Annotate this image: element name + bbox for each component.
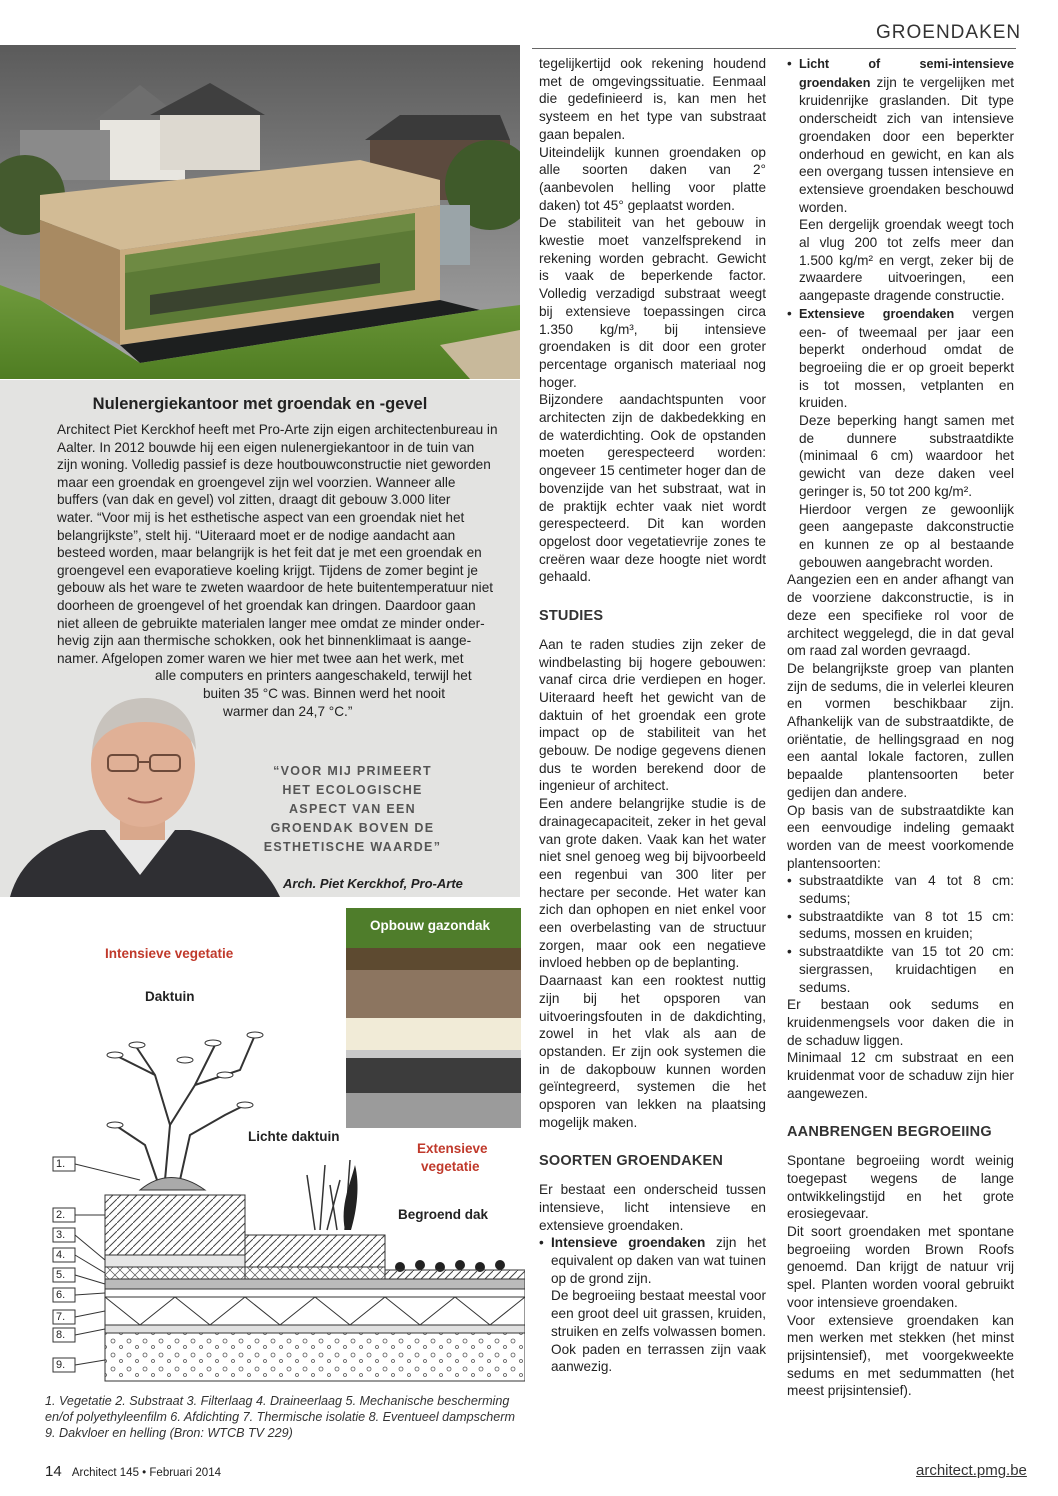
gazondak-title: Opbouw gazondak [370, 918, 490, 933]
label-daktuin: Daktuin [145, 989, 195, 1004]
paragraph: Aan te raden studies zijn zeker de windbelasting bij hogere gebouwen: vanaf circa drie verdiepen en hoger. Uiteraard heeft het gewicht van de daktuin of het groendak een grote impact op de stabiliteit van het gebouw. De nodige gegevens dienen dus te worden berekend door de ingenieur of architect. [539, 636, 766, 794]
layer-number: 4. [56, 1249, 66, 1261]
paragraph: Bijzondere aandachtspunten voor architecten zijn de dakbedekking en de waterdichting. Ook de opstanden moeten gerespecteerd worden: ongeveer 15 centimeter hoger dan de bovenzijde van het substraat, wat in de praktijk echter vaak niet wordt gerespecteerd. Dit kan worden opgelost door vegetatievrije zones te creëren waar deze hoogte niet wordt gehaald. [539, 392, 766, 585]
diagram-caption: 1. Vegetatie 2. Substraat 3. Filterlaag 4. Draineerlaag 5. Mechanische bescherming en/of polyethyleenfilm 6. Afdichting 7. Thermische isolatie 8. Eventueel dampscherm 9. Dakvloer en helling (Bron: WTCB TV 229) [45, 1394, 515, 1441]
paragraph: tegelijkertijd ook rekening houdend met de omgevingssituatie. Eenmaal die gedefinieerd is, kan men het systeem en het type van substraat gaan bepalen. [539, 56, 766, 142]
magazine-issue: Architect 145 • Februari 2014 [71, 1467, 221, 1479]
bullet-text: vergen een- of tweemaal per jaar een beperkt onderhoud omdat de begroeiing die er op groeit beperkt is tot mossen, vetplanten en kruiden. [799, 305, 1014, 411]
pull-quote: “VOOR MIJ PRIMEERT HET ECOLOGISCHE ASPECT VAN EEN GROENDAK BOVEN DE ESTHETISCHE WAARDE” [263, 764, 442, 854]
layer-number: 2. [56, 1209, 66, 1221]
box-line: alle computers en printers aangeschakeld, terwijl het [155, 668, 472, 684]
box-line: Aalter. In 2012 bouwde hij een eigen nulenergiekantoor in de tuin van [57, 439, 475, 455]
box-line: gebouw als het ware te zweten waardoor de hete buitentemperatuur niet [57, 580, 494, 596]
building-photo [0, 45, 520, 379]
label-lichte-daktuin: Lichte daktuin [248, 1129, 340, 1144]
roof-layer-diagram [45, 1015, 525, 1385]
bullet-term: Intensieve groendaken [551, 1235, 706, 1251]
layer-number: 8. [56, 1329, 66, 1341]
label-intensive: Intensieve vegetatie [105, 946, 234, 961]
heading-aanbrengen: AANBRENGEN BEGROEIING [787, 1124, 992, 1141]
portrait-photo [0, 690, 280, 897]
list-item [787, 55, 1014, 216]
paragraph: Aangezien een en ander afhangt van de voorziene dakconstructie, is in deze een specifieke rol voor de architect weggelegd, die in dat geval om raad zal worden gevraagd. [787, 572, 1014, 659]
bullet-term: Extensieve groendaken [799, 306, 955, 321]
box-line: buffers (van dak en gevel) vol zitten, draagt dit gebouw 3.000 liter [57, 492, 451, 508]
layer-number: 1. [56, 1158, 66, 1170]
list-item: • substraatdikte van 4 tot 8 cm: sedums; [787, 872, 1014, 907]
label-extensive-1: Extensieve [417, 1141, 488, 1156]
list-item: • substraatdikte van 15 tot 20 cm: siergrassen, kruidachtigen en sedums. [787, 943, 1014, 996]
box-line: maar een groendak en groengevel zijn wel voorzien. Wanneer alle [57, 474, 456, 490]
list-item [787, 305, 1014, 412]
paragraph: Er bestaat een onderscheid tussen intensieve, licht intensieve en extensieve groendaken. [539, 1182, 766, 1233]
bullet-text: zijn het equivalent op daken van wat tuinen op de grond zijn. [551, 1235, 766, 1286]
bullet-text: zijn te vergelijken met kruidenrijke graslanden. Dit type onderscheidt zich van intensieve groendaken door een beperkter onderhoud en gewicht, en kan als een overgang tussen intensieve en extensieve groendaken beschouwd worden. [799, 74, 1014, 215]
paragraph: Uiteindelijk kunnen groendaken op alle soorten daken van 2° (aanbevolen helling voor platte daken) tot 45° geplaatst worden. [539, 144, 766, 213]
paragraph: Deze beperking hangt samen met de dunnere substraatdikte (minimaal 6 cm) waardoor het gewicht van deze daken veel geringer is, 50 tot 200 kg/m². [799, 413, 1014, 499]
box-line: groengevel een evaporatieve koeling krijgt. Tijdens de zomer begint je [57, 562, 478, 578]
footer-info [45, 1463, 221, 1480]
layer-number: 6. [56, 1289, 66, 1301]
paragraph: Hierdoor vergen ze gewoonlijk geen aangepaste dakconstructie en kunnen ze op al bestaande gebouwen aangebracht worden. [799, 501, 1014, 570]
website-link[interactable]: architect.pmg.be [916, 1462, 1027, 1479]
layer-number: 3. [56, 1229, 66, 1241]
heading-soorten: SOORTEN GROENDAKEN [539, 1153, 724, 1170]
paragraph: Minimaal 12 cm substraat en een kruidenmat voor de schaduw zijn hier aangewezen. [787, 1050, 1014, 1101]
paragraph: Een andere belangrijke studie is de drainagecapaciteit, zeker in het geval van grote daken. Vaak kan het water niet snel genoeg weg bij bijvoorbeeld een regenbui van 300 liter per hectare per seconde. Het water kan zich dan ophopen en niet enkel voor een overbelasting van de structuur zorgen, maar ook een negatieve invloed hebben op de beplanting. [539, 796, 766, 971]
paragraph: Op basis van de substraatdikte kan een eenvoudige indeling gemaakt worden van de meest voorkomende plantensoorten: [787, 802, 1014, 871]
paragraph: Dit soort groendaken met spontane begroeiing worden Brown Roofs genoemd. Dan krijgt de natuur vrij spel. Planten worden vooral gebruikt voor intensieve groendaken. [787, 1224, 1014, 1310]
box-line: zijn woning. Volledig passief is deze houtbouwconstructie niet geworden [57, 457, 491, 473]
paragraph: Er bestaan ook sedums en kruidenmengsels voor daken die in de schaduw liggen. [787, 997, 1014, 1048]
layer-number: 7. [56, 1311, 66, 1323]
box-line: namer. Afgelopen zomer waren we hier met twee aan het werk, met [57, 650, 464, 666]
box-line: Architect Piet Kerckhof heeft met Pro-Arte zijn eigen architectenbureau in [57, 422, 498, 437]
box-line: warmer dan 24,7 °C.” [223, 703, 353, 719]
quote-author: Arch. Piet Kerckhof, Pro-Arte [283, 876, 463, 891]
layer-number: 9. [56, 1359, 66, 1371]
label-begroend-dak: Begroend dak [398, 1207, 489, 1222]
box-line: water. “Voor mij is het esthetische aspect van een groendak niet het [57, 510, 465, 525]
header-rule [532, 48, 1016, 49]
paragraph: Een dergelijk groendak weegt toch al vlug 200 tot zelfs meer dan 1.500 kg/m² en vergt, zeker bij de zwaardere uitvoeringen, een aangepaste dragende constructie. [799, 217, 1014, 304]
heading-studies: STUDIES [539, 608, 604, 625]
list-item [539, 1234, 766, 1287]
box-line: doorheen de groengevel of het groendak kan dringen. Daardoor gaan [57, 598, 476, 613]
paragraph: Spontane begroeiing wordt weinig toegepast wegens de lange ontwikkelingstijd en het grote erosiegevaar. [787, 1153, 1014, 1222]
bullet-term: Licht of semi-intensieve groendaken [799, 57, 1014, 90]
box-line: buiten 35 °C was. Binnen werd het nooit [203, 686, 445, 701]
page-number: 14 [45, 1463, 62, 1480]
label-extensive-2: vegetatie [421, 1159, 480, 1174]
paragraph: De stabiliteit van het gebouw in kwestie moet vanzelfsprekend in rekening worden gebracht. Gewicht is vaak de beperkende factor. Volledig verzadigd substraat weegt bij extensieve toepassingen circa 1.350 kg/m³, bij intensieve groendaken is dit door een groter percentage organisch materiaal nog hoger. [539, 215, 766, 390]
box-heading: Nulenergiekantoor met groendak en -gevel [92, 395, 428, 413]
box-line: besteed worden, maar belangrijk is het feit dat je met een groendak en [57, 545, 482, 561]
column-3 [787, 55, 1014, 1400]
paragraph: De belangrijkste groep van planten zijn de sedums, die in velerlei kleuren en vormen beschikbaar zijn. Afhankelijk van de substraatdikte, de oriëntatie, de hellingsgraad en nog een aantal lokale factoren, zullen bepaalde plantensoorten beter gedijen dan andere. [787, 660, 1014, 800]
paragraph: Daarnaast kan een rooktest nuttig zijn bij het opsporen van uitvoeringsfouten in de dakdichting, zowel in het vlak als aan de opstanden. Er zijn ook systemen die in de dakopbouw kunnen worden geïntegreerd, systemen die het opsporen van lekken na plaatsing mogelijk maken. [539, 973, 766, 1130]
column-2 [539, 55, 766, 1376]
box-line: belangrijkste”, stelt hij. “Uiteraard moet er de nodige aandacht aan [57, 527, 456, 543]
paragraph: Voor extensieve groendaken kan men werken met stekken (het minst prijsintensief), met voorgekweekte sedums en met sedummatten (het meest prijsintensief). [787, 1312, 1014, 1399]
section-title: GROENDAKEN [876, 22, 1022, 43]
list-item: • substraatdikte van 8 tot 15 cm: sedums, mossen en kruiden; [787, 908, 1014, 943]
box-line: hevig zijn aan thermische schokken, ook het binnenklimaat is aange- [57, 633, 472, 649]
paragraph: De begroeiing bestaat meestal voor een groot deel uit grassen, kruiden, struiken en zelfs volwassen bomen. Ook paden en terrassen zijn vaak aanwezig. [551, 1288, 766, 1375]
box-line: niet alleen de gebruikte materialen langer mee omdat ze minder onder- [57, 615, 485, 631]
layer-number: 5. [56, 1269, 66, 1281]
